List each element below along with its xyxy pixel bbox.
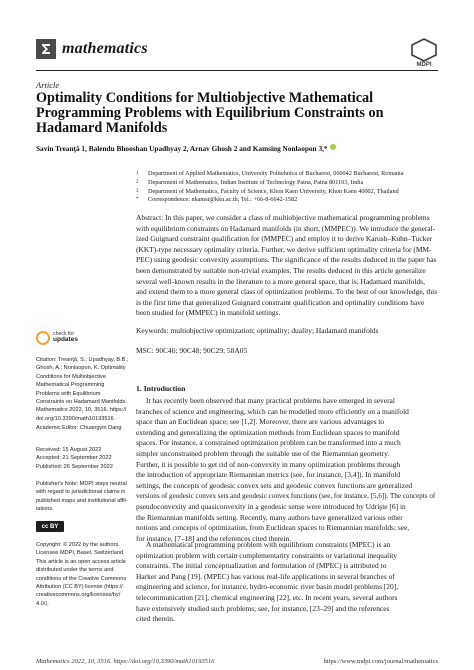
- abstract-line: is the first time that generalized Guignard constraint qualification and optimality conditions have: [136, 297, 425, 307]
- paragraph-line: simpler unconstrained problem through the suitable use of the Riemannian geometry.: [136, 448, 390, 458]
- affiliation-item: [136, 188, 436, 197]
- copyright-line: conditions of the Creative Commons: [36, 575, 127, 582]
- paragraph-line: notions and concepts of optimization, from Euclidean spaces to Riemannian manifolds; see,: [136, 523, 410, 533]
- keywords: [136, 326, 438, 337]
- publisher-line: Publisher's Note: MDPI stays neutral: [36, 481, 127, 487]
- mdpi-logo-text: MDPI: [416, 62, 432, 68]
- affiliations: [136, 170, 436, 205]
- copyright-block: [36, 541, 132, 608]
- copyright-line: This article is an open access article: [36, 558, 126, 565]
- abstract-line: PEC) using geodesic convexity assumptions. The significance of the results deduced in the paper has: [136, 255, 437, 265]
- copyright-line: distributed under the terms and: [36, 567, 114, 574]
- publication-dates: [36, 446, 132, 471]
- paragraph-line: for instance, [7–18] and the references cited therein.: [136, 533, 292, 543]
- check-for-updates-button[interactable]: [53, 331, 78, 343]
- paragraph-line: constraints. The initial conceptualization and formulation of (MPEC) is attributed to: [136, 561, 387, 571]
- publisher-line: with regard to jurisdictional claims in: [36, 489, 126, 496]
- accepted-date: Accepted: 21 September 2022: [36, 455, 112, 462]
- published-date: Published: 26 September 2022: [36, 463, 113, 470]
- copyright-line: Licensee MDPI, Basel, Switzerland.: [36, 550, 125, 557]
- affiliation-number: 2: [136, 179, 139, 185]
- affiliation-text: Department of Mathematics, Indian Institute of Technology Patna, Patna 801103, India: [148, 178, 364, 186]
- affiliation-item: [136, 196, 436, 205]
- abstract-line: been demonstrated by suitable non-trivial examples. The results deduced in this article generalize: [136, 265, 426, 275]
- mdpi-logo-icon: [410, 38, 438, 62]
- citation-line: Citation: Treanţă, S.; Upadhyay, B.B.;: [36, 357, 129, 363]
- abstract-line: been studied for (MMPEC) in manifold settings.: [136, 308, 281, 318]
- author-list[interactable]: [36, 144, 446, 153]
- check-for-updates-icon[interactable]: [36, 331, 50, 345]
- correspondence-text[interactable]: Correspondence: nkamsi@kku.ac.th; Tel.: +66-8-6642-1582: [148, 196, 298, 204]
- abstract-line: ized Guignard constraint qualification for (MMPEC) and employ it to derive Karush–Kuhn–Tucker: [136, 234, 433, 244]
- abstract-line: Abstract: In this paper, we consider a class of multiobjective mathematical programming problems: [136, 213, 430, 222]
- copyright-line[interactable]: 4.0/).: [36, 600, 49, 607]
- received-date: Received: 15 August 2022: [36, 447, 102, 453]
- abstract-line: and extend them to a more general class of optimization problems. To the best of our knowledge, this: [136, 287, 438, 297]
- abstract-line: several well-known results in the literature to a more general space, that is, Hadamard manifolds,: [136, 276, 425, 286]
- paragraph-line: optimization problem with certain complementarity constraints or variational inequality: [136, 550, 398, 560]
- check-updates-line: updates: [53, 336, 78, 343]
- editor-line: Academic Editor: Chuangyin Dang: [36, 425, 122, 431]
- title-line: Programming Problems with Equilibrium Constraints on: [36, 105, 384, 122]
- citation-line: Constraints on Hadamard Manifolds.: [36, 399, 127, 406]
- publisher-line: published maps and institutional affil-: [36, 497, 128, 504]
- citation-line: Problems with Equilibrium: [36, 390, 101, 397]
- orcid-icon[interactable]: [330, 144, 336, 150]
- paragraph-line: settings, the concepts of geodesic convex sets and geodesic convex functions are generalized: [136, 480, 413, 490]
- cc-badge-text: cc BY: [41, 523, 59, 530]
- paragraph-line: space than an Euclidean space; see [1,2]. Moreover, there are various advantages to: [136, 417, 385, 427]
- copyright-line[interactable]: Attribution (CC BY) license (https://: [36, 584, 123, 591]
- paragraph-line: have extensively studied such problems; see, for instance, [23–29] and the references: [136, 603, 390, 613]
- authors-text[interactable]: Savin Treanţă 1, Balendu Bhooshan Upadhyay 2, Arnav Ghosh 2 and Kamsing Nonlaopon 3,*: [36, 144, 328, 153]
- academic-editor: [36, 424, 132, 432]
- article-type: Article: [36, 80, 60, 90]
- section-heading: 1. Introduction: [136, 384, 186, 393]
- header-divider: [36, 70, 438, 71]
- paragraph-line: spaces. For instance, a constrained optimization problem can be transformed into a much: [136, 438, 401, 448]
- article-title: [36, 91, 441, 137]
- copyright-line: Copyright: © 2022 by the authors.: [36, 542, 120, 548]
- publisher-note: [36, 480, 132, 514]
- paragraph-line: Further, it is possible to get rid of non-convexity in many optimization problems through: [136, 459, 401, 469]
- affiliation-number: 3: [136, 188, 139, 194]
- affiliation-text: Department of Applied Mathematics, University Politehnica of Bucharest, 060042 Bucharest, Romania: [148, 170, 404, 177]
- keywords-text: Keywords: multiobjective optimization; optimality; duality; Hadamard manifolds: [136, 326, 379, 335]
- paragraph-line: Harker and Pang [19]. (MPEC) has various real-life applications in several branches of: [136, 571, 395, 581]
- abstract-line: (KKT)-type necessary optimality criteria. Further, we derive sufficient optimality criteria for (MM-: [136, 244, 432, 254]
- citation-line[interactable]: Mathematics 2022, 10, 3516. https://: [36, 407, 127, 414]
- affiliation-text: Department of Mathematics, Faculty of Science, Khon Kaen University, Khon Kaen 40002, Thailand: [148, 187, 399, 195]
- paragraph-line: It has recently been observed that many practical problems have emerged in several: [146, 396, 395, 405]
- affiliation-number: *: [136, 197, 139, 203]
- affiliation-number: 1: [136, 171, 139, 176]
- msc-text: MSC: 90C46; 90C48; 90C29; 58A05: [136, 346, 248, 355]
- paragraph-line: extending and generalizing the optimization methods from Euclidean spaces to manifold: [136, 427, 400, 437]
- cc-by-license-icon[interactable]: [36, 521, 64, 532]
- msc-codes: [136, 346, 438, 357]
- paragraph-line: versions of geodesic convex sets and geodesic convex functions (see, for instance, [5,6]). The concepts of: [136, 492, 436, 501]
- sigma-icon: [39, 42, 53, 56]
- footer-journal-link[interactable]: https://www.mdpi.com/journal/mathematics: [323, 658, 438, 665]
- citation-line: Mathematical Programming: [36, 382, 105, 389]
- citation-line: Conditions for Multiobjective: [36, 373, 106, 380]
- abstract: [136, 213, 438, 319]
- publisher-line: iations.: [36, 506, 54, 513]
- title-line: Hadamard Manifolds: [36, 120, 168, 137]
- footer-citation[interactable]: Mathematics 2022, 10, 3516. https://doi.org/10.3390/math10193516: [36, 658, 215, 665]
- citation-block: [36, 356, 132, 423]
- paragraph-line: engineering and science, for instance, hydro-economic river basin model problems [20],: [136, 582, 399, 592]
- intro-paragraph-1: [136, 396, 438, 544]
- paragraph-line: cited therein.: [136, 614, 175, 624]
- paragraph-line: telecommunication [21], chemical engineering [22], etc. In recent years, several authors: [136, 592, 398, 602]
- title-line: Optimality Conditions for Multiobjective Mathematical: [36, 90, 374, 106]
- journal-name: mathematics: [62, 40, 148, 57]
- paragraph-line: branches of science and engineering, which can be modelled more efficiently on a manifold: [136, 406, 409, 416]
- abstract-line: with equilibrium constraints on Hadamard manifolds (in short, (MMPEC)). We introduce the general-: [136, 223, 436, 233]
- paragraph-line: pseudoconvexity and quasiconvexity in a geodesic sense were introduced by Udrişte [6] in: [136, 501, 406, 511]
- affiliation-item: [136, 179, 436, 188]
- paragraph-line: the Riemannian manifolds setting. Recently, many authors have generalized various other: [136, 512, 403, 522]
- intro-paragraph-2: [136, 540, 438, 625]
- paragraph-line: A mathematical programming problem with equilibrium constraints (MPEC) is an: [146, 540, 391, 549]
- citation-doi-link[interactable]: doi.org/10.3390/math10193516: [36, 415, 114, 422]
- citation-line: Ghosh, A.; Nonlaopon, K. Optimality: [36, 365, 126, 372]
- copyright-line[interactable]: creativecommons.org/licenses/by/: [36, 592, 121, 599]
- paragraph-line: the introduction of appropriate Riemannian metrics (see, for instance, [3,4]). In manifold: [136, 470, 401, 480]
- check-updates-line: check for: [53, 331, 75, 337]
- affiliation-item: [136, 170, 436, 179]
- journal-logo-icon: [36, 39, 56, 59]
